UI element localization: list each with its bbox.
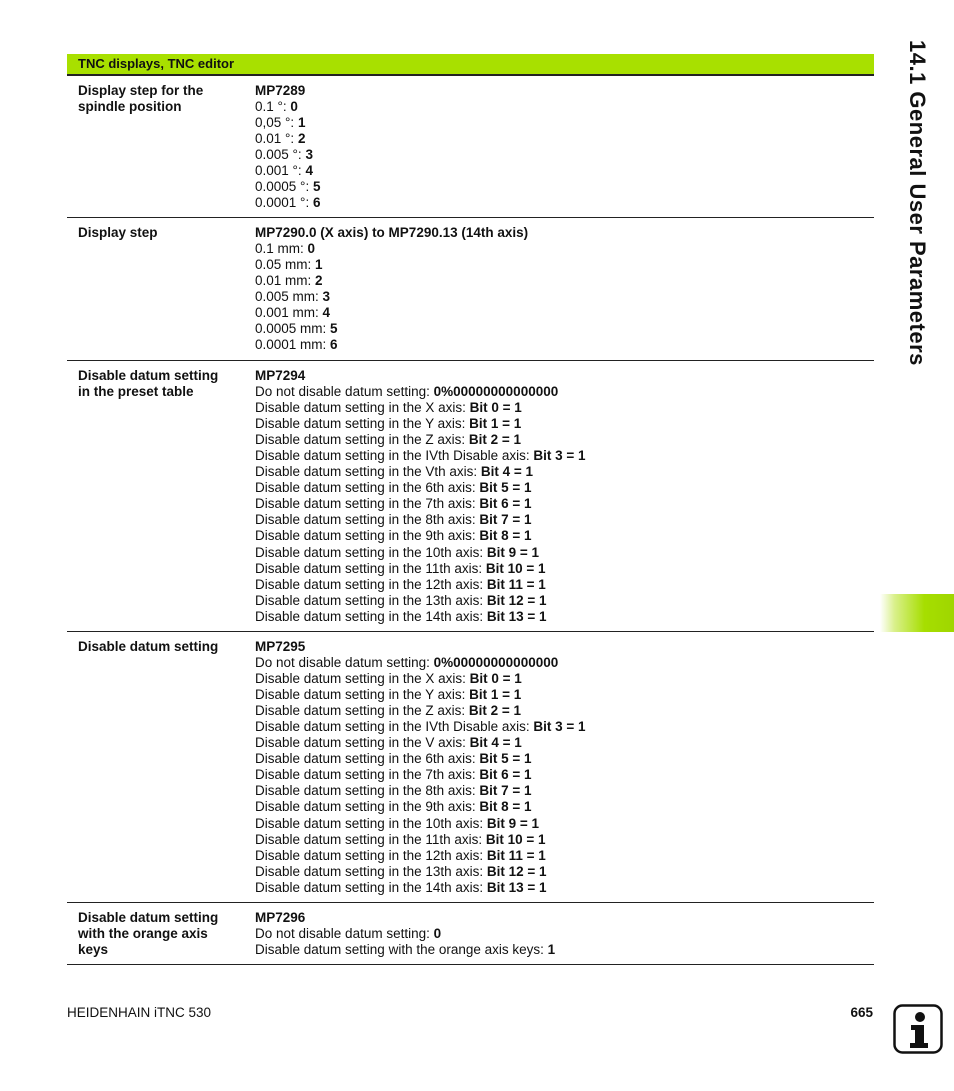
option-line: 0.0005 mm: 5 <box>255 321 338 337</box>
option-line: Disable datum setting in the 7th axis: Bit 6 = 1 <box>255 767 532 783</box>
option-line: Disable datum setting in the IVth Disable axis: Bit 3 = 1 <box>255 448 586 464</box>
option-line: Disable datum setting in the 13th axis: Bit 12 = 1 <box>255 863 547 879</box>
option-line: Do not disable datum setting: 0%00000000000000 <box>255 655 559 671</box>
option-line: Disable datum setting in the 14th axis: Bit 13 = 1 <box>255 608 547 624</box>
option-line: Disable datum setting in the 10th axis: Bit 9 = 1 <box>255 544 540 560</box>
param-body <box>255 368 865 625</box>
param-row <box>67 361 874 632</box>
param-body <box>255 225 865 353</box>
option-line: 0.05 mm: 1 <box>255 257 323 273</box>
chapter-side-title <box>877 40 954 420</box>
option-line: Disable datum setting in the 8th axis: Bit 7 = 1 <box>255 783 532 799</box>
param-body <box>255 639 865 896</box>
option-line: Disable datum setting in the 12th axis: Bit 11 = 1 <box>255 847 546 863</box>
table-header-title: TNC displays, TNC editor <box>78 56 235 71</box>
option-line: 0.005 °: 3 <box>255 147 313 163</box>
option-line: Disable datum setting in the 6th axis: Bit 5 = 1 <box>255 480 532 496</box>
option-line: 0.0001 mm: 6 <box>255 337 338 353</box>
option-line: Do not disable datum setting: 0%00000000000000 <box>255 384 559 400</box>
option-line: Disable datum setting in the 11th axis: Bit 10 = 1 <box>255 560 546 576</box>
param-label: Disable datum setting <box>78 639 219 654</box>
machine-parameter-id: MP7295 <box>255 639 306 654</box>
option-line: Disable datum setting in the 13th axis: Bit 12 = 1 <box>255 592 547 608</box>
option-line: Disable datum setting in the 6th axis: Bit 5 = 1 <box>255 751 532 767</box>
param-body <box>255 910 865 958</box>
option-line: Disable datum setting in the 11th axis: Bit 10 = 1 <box>255 831 546 847</box>
param-row <box>67 903 874 965</box>
footer-brand: HEIDENHAIN iTNC 530 <box>67 1005 212 1020</box>
param-label: Display step for the spindle position <box>78 83 204 114</box>
option-line: Disable datum setting in the Z axis: Bit 2 = 1 <box>255 432 522 448</box>
chapter-title-text: 14.1 General User Parameters <box>905 40 930 366</box>
option-line: Disable datum setting in the 7th axis: Bit 6 = 1 <box>255 496 532 512</box>
option-line: Disable datum setting with the orange axis keys: 1 <box>255 942 556 958</box>
option-line: 0.1 mm: 0 <box>255 241 316 257</box>
option-line: Disable datum setting in the Z axis: Bit 2 = 1 <box>255 703 522 719</box>
option-line: 0.01 °: 2 <box>255 131 306 147</box>
option-line: Disable datum setting in the 9th axis: Bit 8 = 1 <box>255 799 532 815</box>
option-line: Do not disable datum setting: 0 <box>255 926 442 942</box>
option-line: Disable datum setting in the IVth Disable axis: Bit 3 = 1 <box>255 719 586 735</box>
option-line: 0.0005 °: 5 <box>255 179 321 195</box>
option-line: Disable datum setting in the Y axis: Bit 1 = 1 <box>255 416 522 432</box>
chapter-tab-marker <box>880 594 954 632</box>
page-number: 665 <box>850 1005 873 1020</box>
option-line: 0.0001 °: 6 <box>255 195 321 211</box>
option-line: 0.001 °: 4 <box>255 163 313 179</box>
table-header <box>67 54 874 76</box>
option-line: Disable datum setting in the 8th axis: Bit 7 = 1 <box>255 512 532 528</box>
option-line: 0,05 °: 1 <box>255 115 306 131</box>
param-row <box>67 218 874 361</box>
option-line: Disable datum setting in the Vth axis: Bit 4 = 1 <box>255 464 534 480</box>
option-line: Disable datum setting in the X axis: Bit 0 = 1 <box>255 671 522 687</box>
machine-parameter-id: MP7289 <box>255 83 306 98</box>
param-body <box>255 83 865 211</box>
machine-parameter-id: MP7296 <box>255 910 306 925</box>
machine-parameter-id: MP7290.0 (X axis) to MP7290.13 (14th axis) <box>255 225 529 240</box>
info-icon <box>893 1004 943 1054</box>
option-line: Disable datum setting in the V axis: Bit 4 = 1 <box>255 735 522 751</box>
option-line: 0.005 mm: 3 <box>255 289 331 305</box>
param-row <box>67 76 874 218</box>
option-line: 0.001 mm: 4 <box>255 305 331 321</box>
option-line: Disable datum setting in the X axis: Bit 0 = 1 <box>255 400 522 416</box>
option-line: Disable datum setting in the 10th axis: Bit 9 = 1 <box>255 815 540 831</box>
option-line: 0.01 mm: 2 <box>255 273 323 289</box>
machine-parameter-id: MP7294 <box>255 368 306 383</box>
option-line: Disable datum setting in the 12th axis: Bit 11 = 1 <box>255 576 546 592</box>
option-line: Disable datum setting in the 9th axis: Bit 8 = 1 <box>255 528 532 544</box>
param-label: Disable datum setting with the orange axis keys <box>78 910 219 957</box>
param-label: Display step <box>78 225 158 240</box>
param-label: Disable datum setting in the preset table <box>78 368 219 399</box>
option-line: 0.1 °: 0 <box>255 99 298 115</box>
option-line: Disable datum setting in the Y axis: Bit 1 = 1 <box>255 687 522 703</box>
option-line: Disable datum setting in the 14th axis: Bit 13 = 1 <box>255 879 547 895</box>
param-row <box>67 632 874 903</box>
